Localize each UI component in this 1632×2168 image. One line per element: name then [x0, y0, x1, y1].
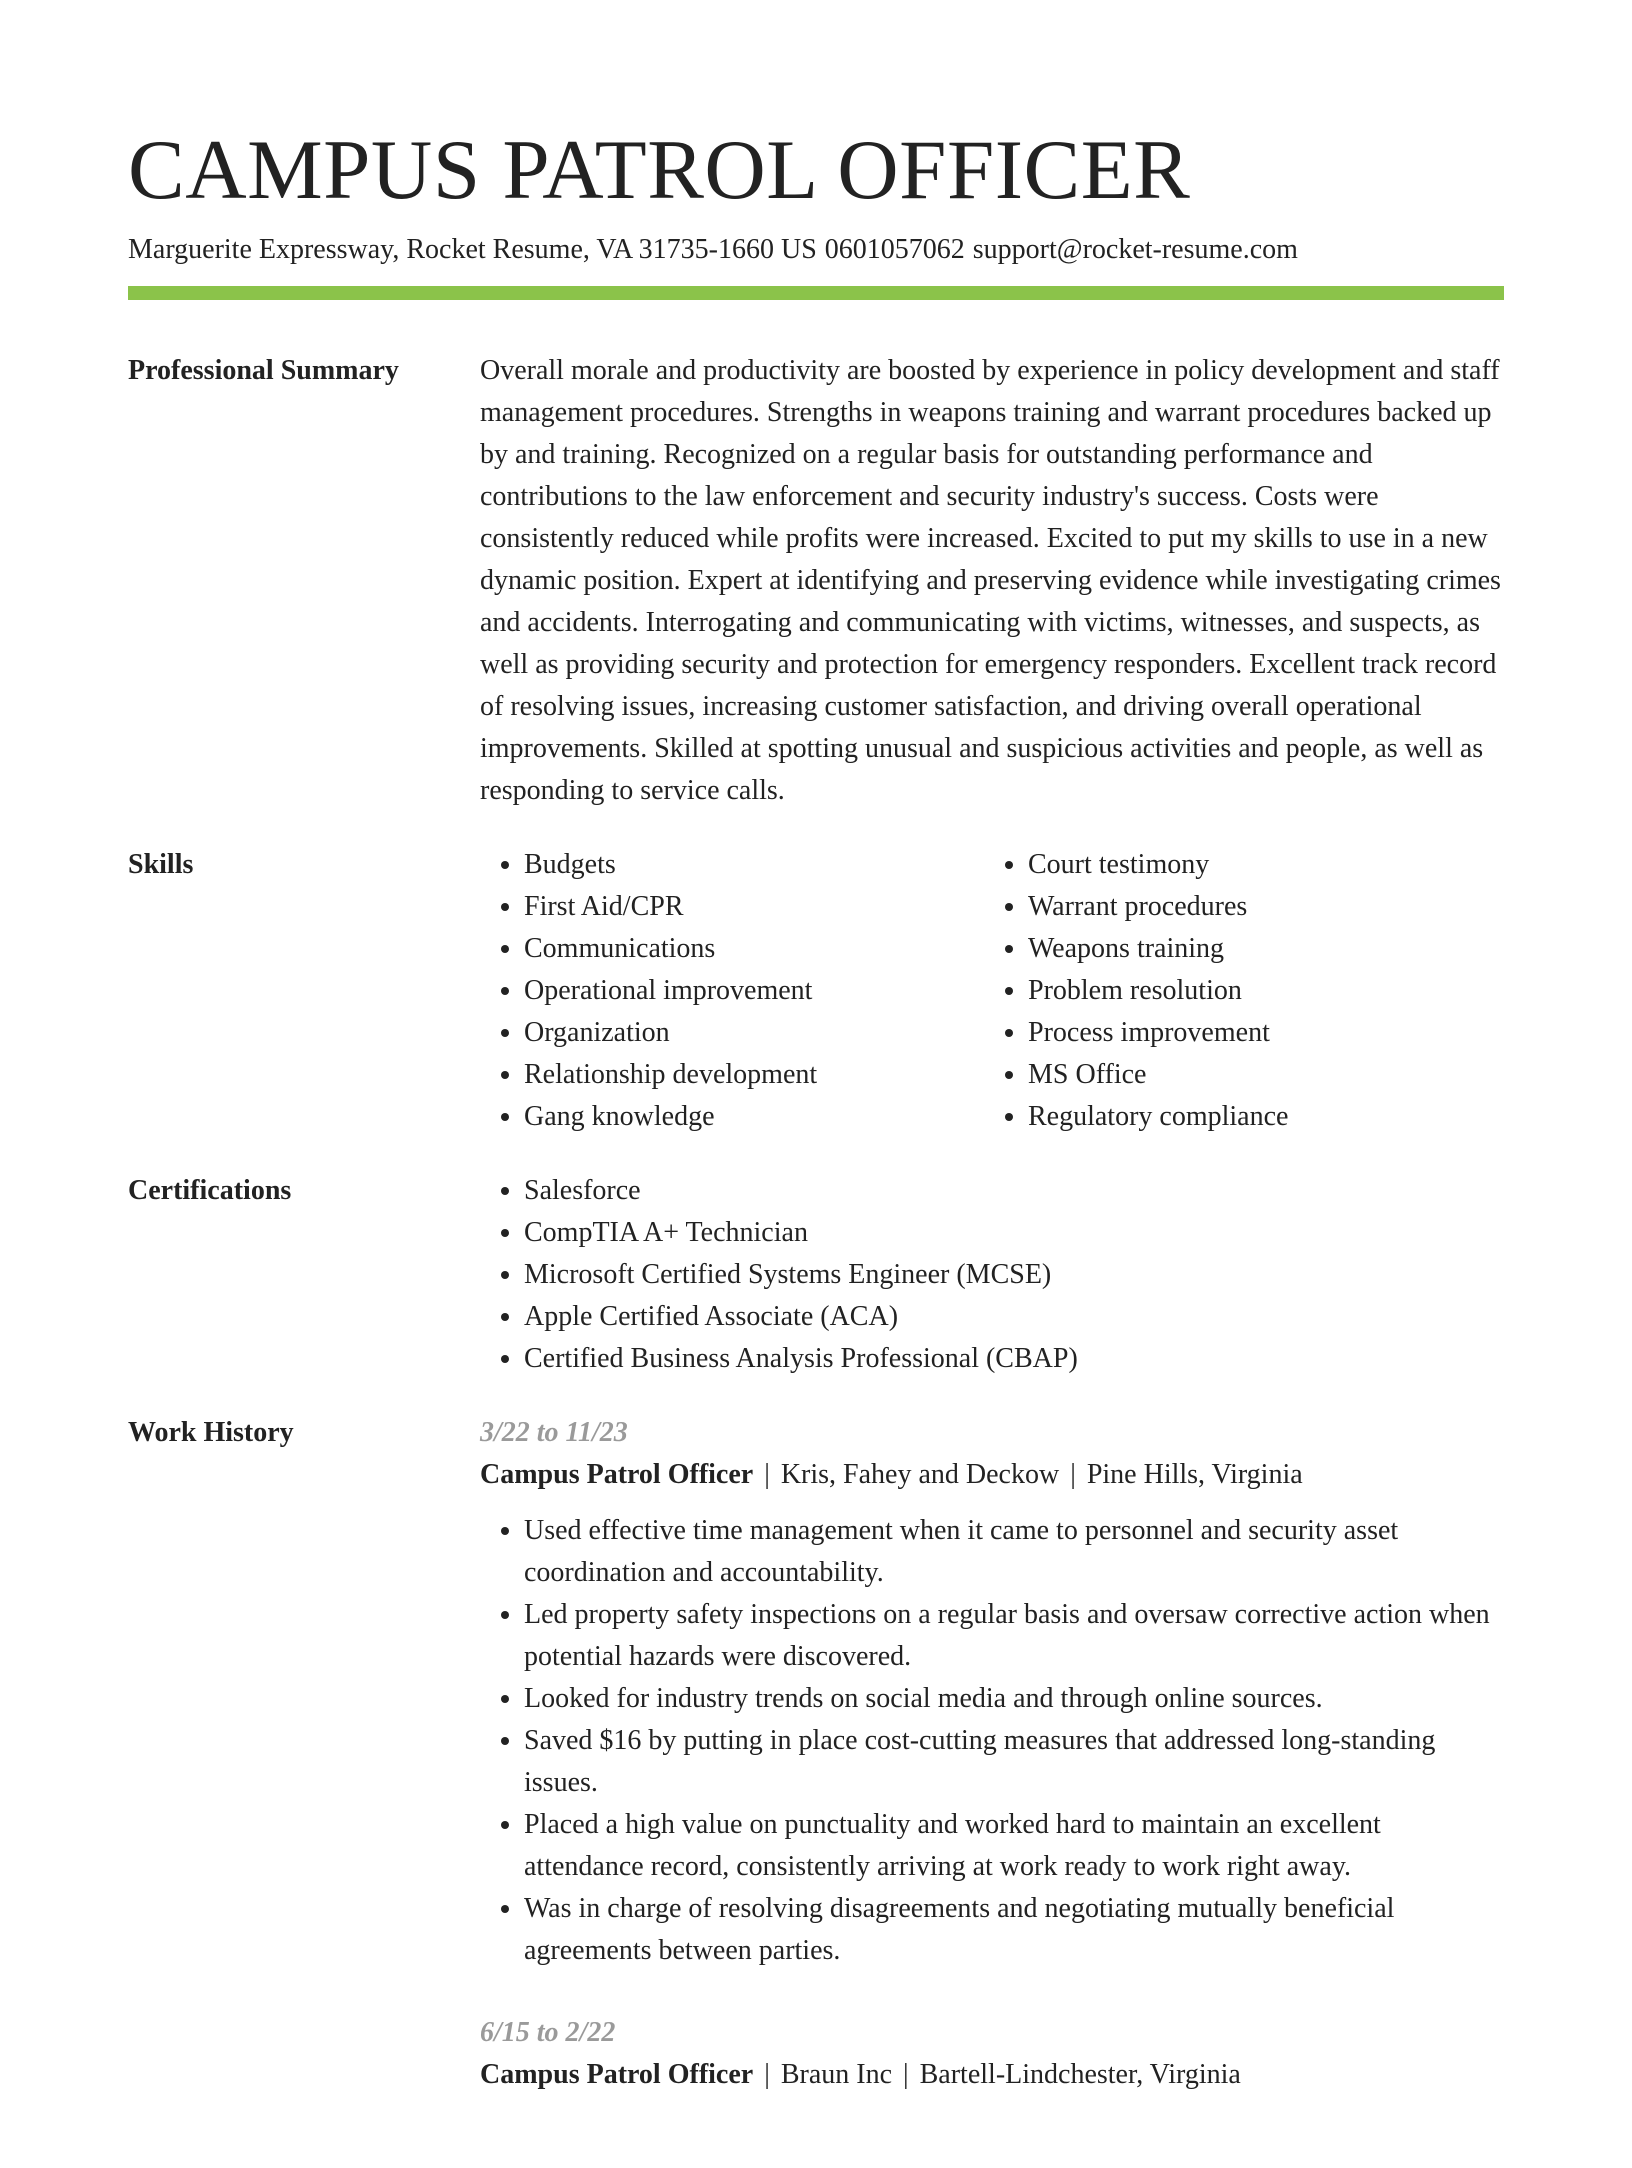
job-location: Bartell-Lindchester, Virginia [919, 2059, 1241, 2090]
certifications-list [480, 1170, 1504, 1380]
summary-heading: Professional Summary [128, 355, 399, 386]
skill-item: • Organization [524, 1012, 984, 1054]
job-title: Campus Patrol Officer [480, 1459, 754, 1490]
certification-item: • Salesforce [524, 1170, 1504, 1212]
skill-item: • Process improvement [1028, 1012, 1488, 1054]
skill-item: • First Aid/CPR [524, 886, 984, 928]
job-bullet: • Saved $16 by putting in place cost-cutting measures that addressed long-standing issues. [524, 1720, 1504, 1804]
certifications-heading: Certifications [128, 1175, 292, 1206]
contact-phone: 0601057062 [824, 234, 965, 265]
candidate-name: CAMPUS PATROL OFFICER [128, 123, 1191, 217]
job-company: Braun Inc [780, 2059, 893, 2090]
skill-item: • MS Office [1028, 1054, 1488, 1096]
header-accent-rule [128, 286, 1504, 300]
skill-item: • Communications [524, 928, 984, 970]
work-history-section [128, 1412, 1504, 2136]
work-history-heading: Work History [128, 1417, 294, 1448]
skill-item: • Problem resolution [1028, 970, 1488, 1012]
certification-item: • CompTIA A+ Technician [524, 1212, 1504, 1254]
certification-item: • Certified Business Analysis Professional (CBAP) [524, 1338, 1504, 1380]
skill-item: • Court testimony [1028, 844, 1488, 886]
job-separator: | [764, 2059, 770, 2090]
skill-item: • Weapons training [1028, 928, 1488, 970]
certifications-section [128, 1170, 1504, 1380]
job-bullet: • Looked for industry trends on social media and through online sources. [524, 1678, 1504, 1720]
job-dates: 3/22 to 11/23 [480, 1417, 628, 1448]
job-bullet: • Used effective time management when it came to personnel and security asset coordination and accountability. [524, 1510, 1504, 1594]
skills-list-right [984, 844, 1488, 1138]
job-location: Pine Hills, Virginia [1086, 1459, 1303, 1490]
job-entry [480, 1412, 1504, 1972]
skill-item: • Gang knowledge [524, 1096, 984, 1138]
contact-address: Marguerite Expressway, Rocket Resume, VA 31735-1660 US [128, 234, 817, 265]
job-entry [480, 2012, 1504, 2096]
certification-item: • Apple Certified Associate (ACA) [524, 1296, 1504, 1338]
skills-section [128, 844, 1504, 1138]
skill-item: • Operational improvement [524, 970, 984, 1012]
job-bullets [480, 1510, 1504, 1972]
certification-item: • Microsoft Certified Systems Engineer (MCSE) [524, 1254, 1504, 1296]
job-dates: 6/15 to 2/22 [480, 2017, 616, 2048]
job-bullet: • Placed a high value on punctuality and worked hard to maintain an excellent attendance record, consistently arriving at work ready to work right away. [524, 1804, 1504, 1888]
job-separator: | [903, 2059, 909, 2090]
job-bullet: • Was in charge of resolving disagreements and negotiating mutually beneficial agreements between parties. [524, 1888, 1504, 1972]
contact-line [128, 232, 1298, 268]
resume-sections [128, 350, 1504, 2168]
skill-item: • Relationship development [524, 1054, 984, 1096]
skill-item: • Warrant procedures [1028, 886, 1488, 928]
summary-section [128, 350, 1504, 812]
job-heading [480, 2054, 1504, 2096]
job-title: Campus Patrol Officer [480, 2059, 754, 2090]
summary-text: Overall morale and productivity are boosted by experience in policy development and staff management procedures. Strengths in weapons training and warrant procedures backed up by and training. Recognized on a regular basis for outstanding performance and contributions to the law enforcement and security industry's success. Costs were consistently reduced while profits were increased. Excited to put my skills to use in a new dynamic position. Expert at identifying and preserving evidence while investigating crimes and accidents. Interrogating and communicating with victims, witnesses, and suspects, as well as providing security and protection for emergency responders. Excellent track record of resolving issues, increasing customer satisfaction, and driving overall operational improvements. Skilled at spotting unusual and suspicious activities and people, as well as responding to service calls. [480, 355, 1501, 806]
job-heading [480, 1454, 1504, 1496]
job-separator: | [1070, 1459, 1076, 1490]
skill-item: • Budgets [524, 844, 984, 886]
skills-list-left [480, 844, 984, 1138]
job-bullet: • Led property safety inspections on a regular basis and oversaw corrective action when potential hazards were discovered. [524, 1594, 1504, 1678]
job-separator: | [764, 1459, 770, 1490]
job-company: Kris, Fahey and Deckow [780, 1459, 1060, 1490]
contact-email: support@rocket-resume.com [972, 234, 1298, 265]
skills-heading: Skills [128, 849, 194, 880]
skill-item: • Regulatory compliance [1028, 1096, 1488, 1138]
